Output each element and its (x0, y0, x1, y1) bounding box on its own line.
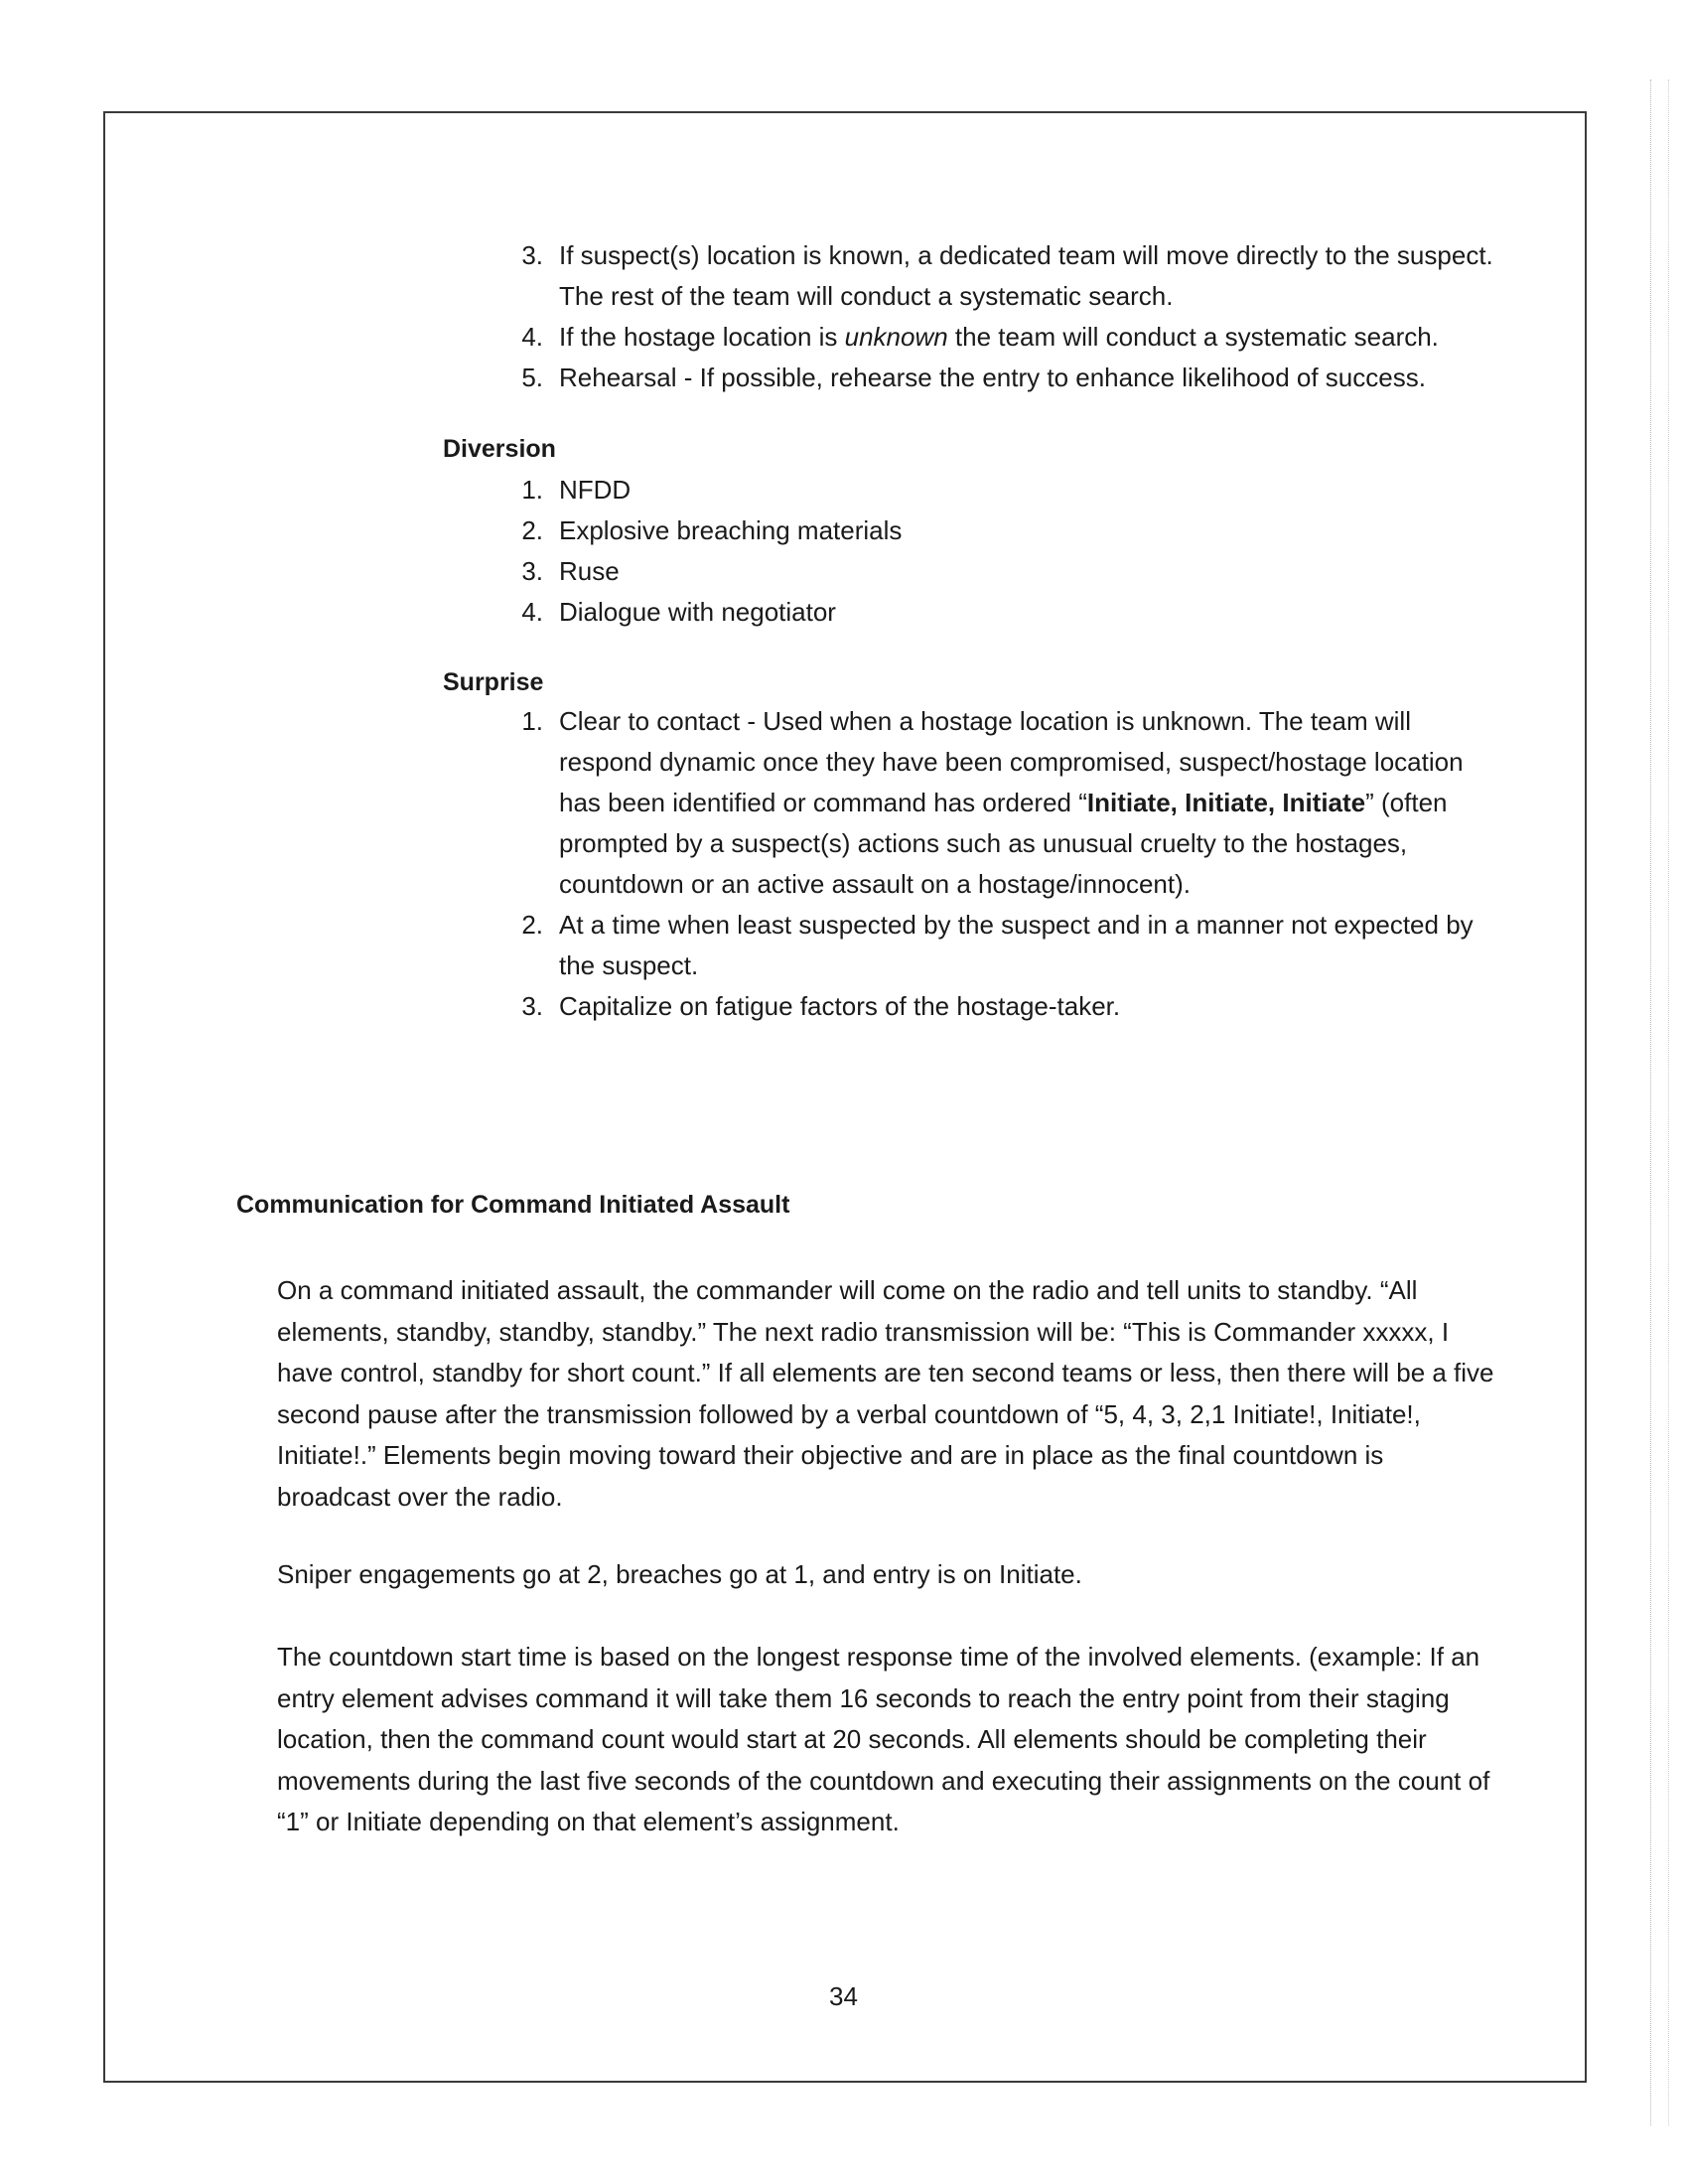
list-item-text: If suspect(s) location is known, a dedicated team will move directly to the suspect. The rest of the team will conduct a systematic search. (559, 240, 1493, 311)
diversion-list (509, 470, 1502, 633)
list-number: 2. (521, 910, 543, 940)
surprise-list (509, 701, 1502, 1027)
list-item-text: Explosive breaching materials (559, 515, 903, 545)
communication-heading: Communication for Command Initiated Assault (236, 1191, 790, 1219)
list-item-text: Capitalize on fatigue factors of the hostage-taker. (559, 991, 1121, 1021)
list-item (509, 317, 1502, 358)
communication-paragraph: Sniper engagements go at 2, breaches go at 1, and entry is on Initiate. (277, 1559, 1082, 1589)
list-item-emphasis: unknown (844, 322, 948, 352)
list-number: 3. (521, 556, 543, 586)
list-item (509, 551, 1502, 592)
list-number: 3. (521, 240, 543, 270)
list-item-text: the team will conduct a systematic search. (947, 322, 1439, 352)
list-item (509, 592, 1502, 633)
list-item (509, 986, 1502, 1027)
list-item-text: ” (often prompted by a suspect(s) actions such as unusual cruelty to the hostages, countdown or an active assault on a hostage/innocent). (559, 788, 1448, 899)
list-item-text: If the hostage location is (559, 322, 845, 352)
page-number: 34 (829, 1981, 858, 2011)
list-number: 4. (521, 597, 543, 627)
communication-paragraph: The countdown start time is based on the longest response time of the involved elements. (example: If an entry element advises command it will take them 16 seconds to reach the entry point from their staging location, then the command count would start at 20 seconds. All elements should be completing their movements during the last five seconds of the countdown and executing their assignments on the count of “1” or Initiate depending on that element’s assignment. (277, 1642, 1490, 1836)
list-number: 4. (521, 322, 543, 352)
list-item-bold: Initiate, Initiate, Initiate (1086, 788, 1366, 817)
list-item-text: Rehearsal - If possible, rehearse the entry to enhance likelihood of success. (559, 363, 1426, 392)
list-item-text: Clear to contact - Used when a hostage location is unknown. The team will respond dynamic once they have been compromised, suspect/hostage location has been identified or command has ordered “ (559, 706, 1464, 817)
list-number: 1. (521, 706, 543, 736)
list-number: 2. (521, 515, 543, 545)
diversion-heading: Diversion (443, 435, 556, 463)
list-item (509, 510, 1502, 551)
surprise-heading: Surprise (443, 668, 544, 696)
search-method-list (509, 235, 1502, 398)
list-item (509, 235, 1502, 317)
list-item (509, 701, 1502, 905)
list-number: 5. (521, 363, 543, 392)
list-item-text: At a time when least suspected by the suspect and in a manner not expected by the suspect. (559, 910, 1474, 980)
list-number: 3. (521, 991, 543, 1021)
list-item-text: Ruse (559, 556, 620, 586)
list-number: 1. (521, 475, 543, 505)
list-item-text: Dialogue with negotiator (559, 597, 836, 627)
communication-paragraph: On a command initiated assault, the commander will come on the radio and tell units to standby. “All elements, standby, standby, standby.” The next radio transmission will be: “This is Commander xxxxx, I have control, standby for short count.” If all elements are ten second teams or less, then there will be a five second pause after the transmission followed by a verbal countdown of “5, 4, 3, 2,1 Initiate!, Initiate!, Initiate!.” Elements begin moving toward their objective and are in place as the final countdown is broadcast over the radio. (277, 1275, 1494, 1512)
list-item-text: NFDD (559, 475, 632, 505)
list-item (509, 905, 1502, 986)
list-item (509, 358, 1502, 398)
list-item (509, 470, 1502, 510)
